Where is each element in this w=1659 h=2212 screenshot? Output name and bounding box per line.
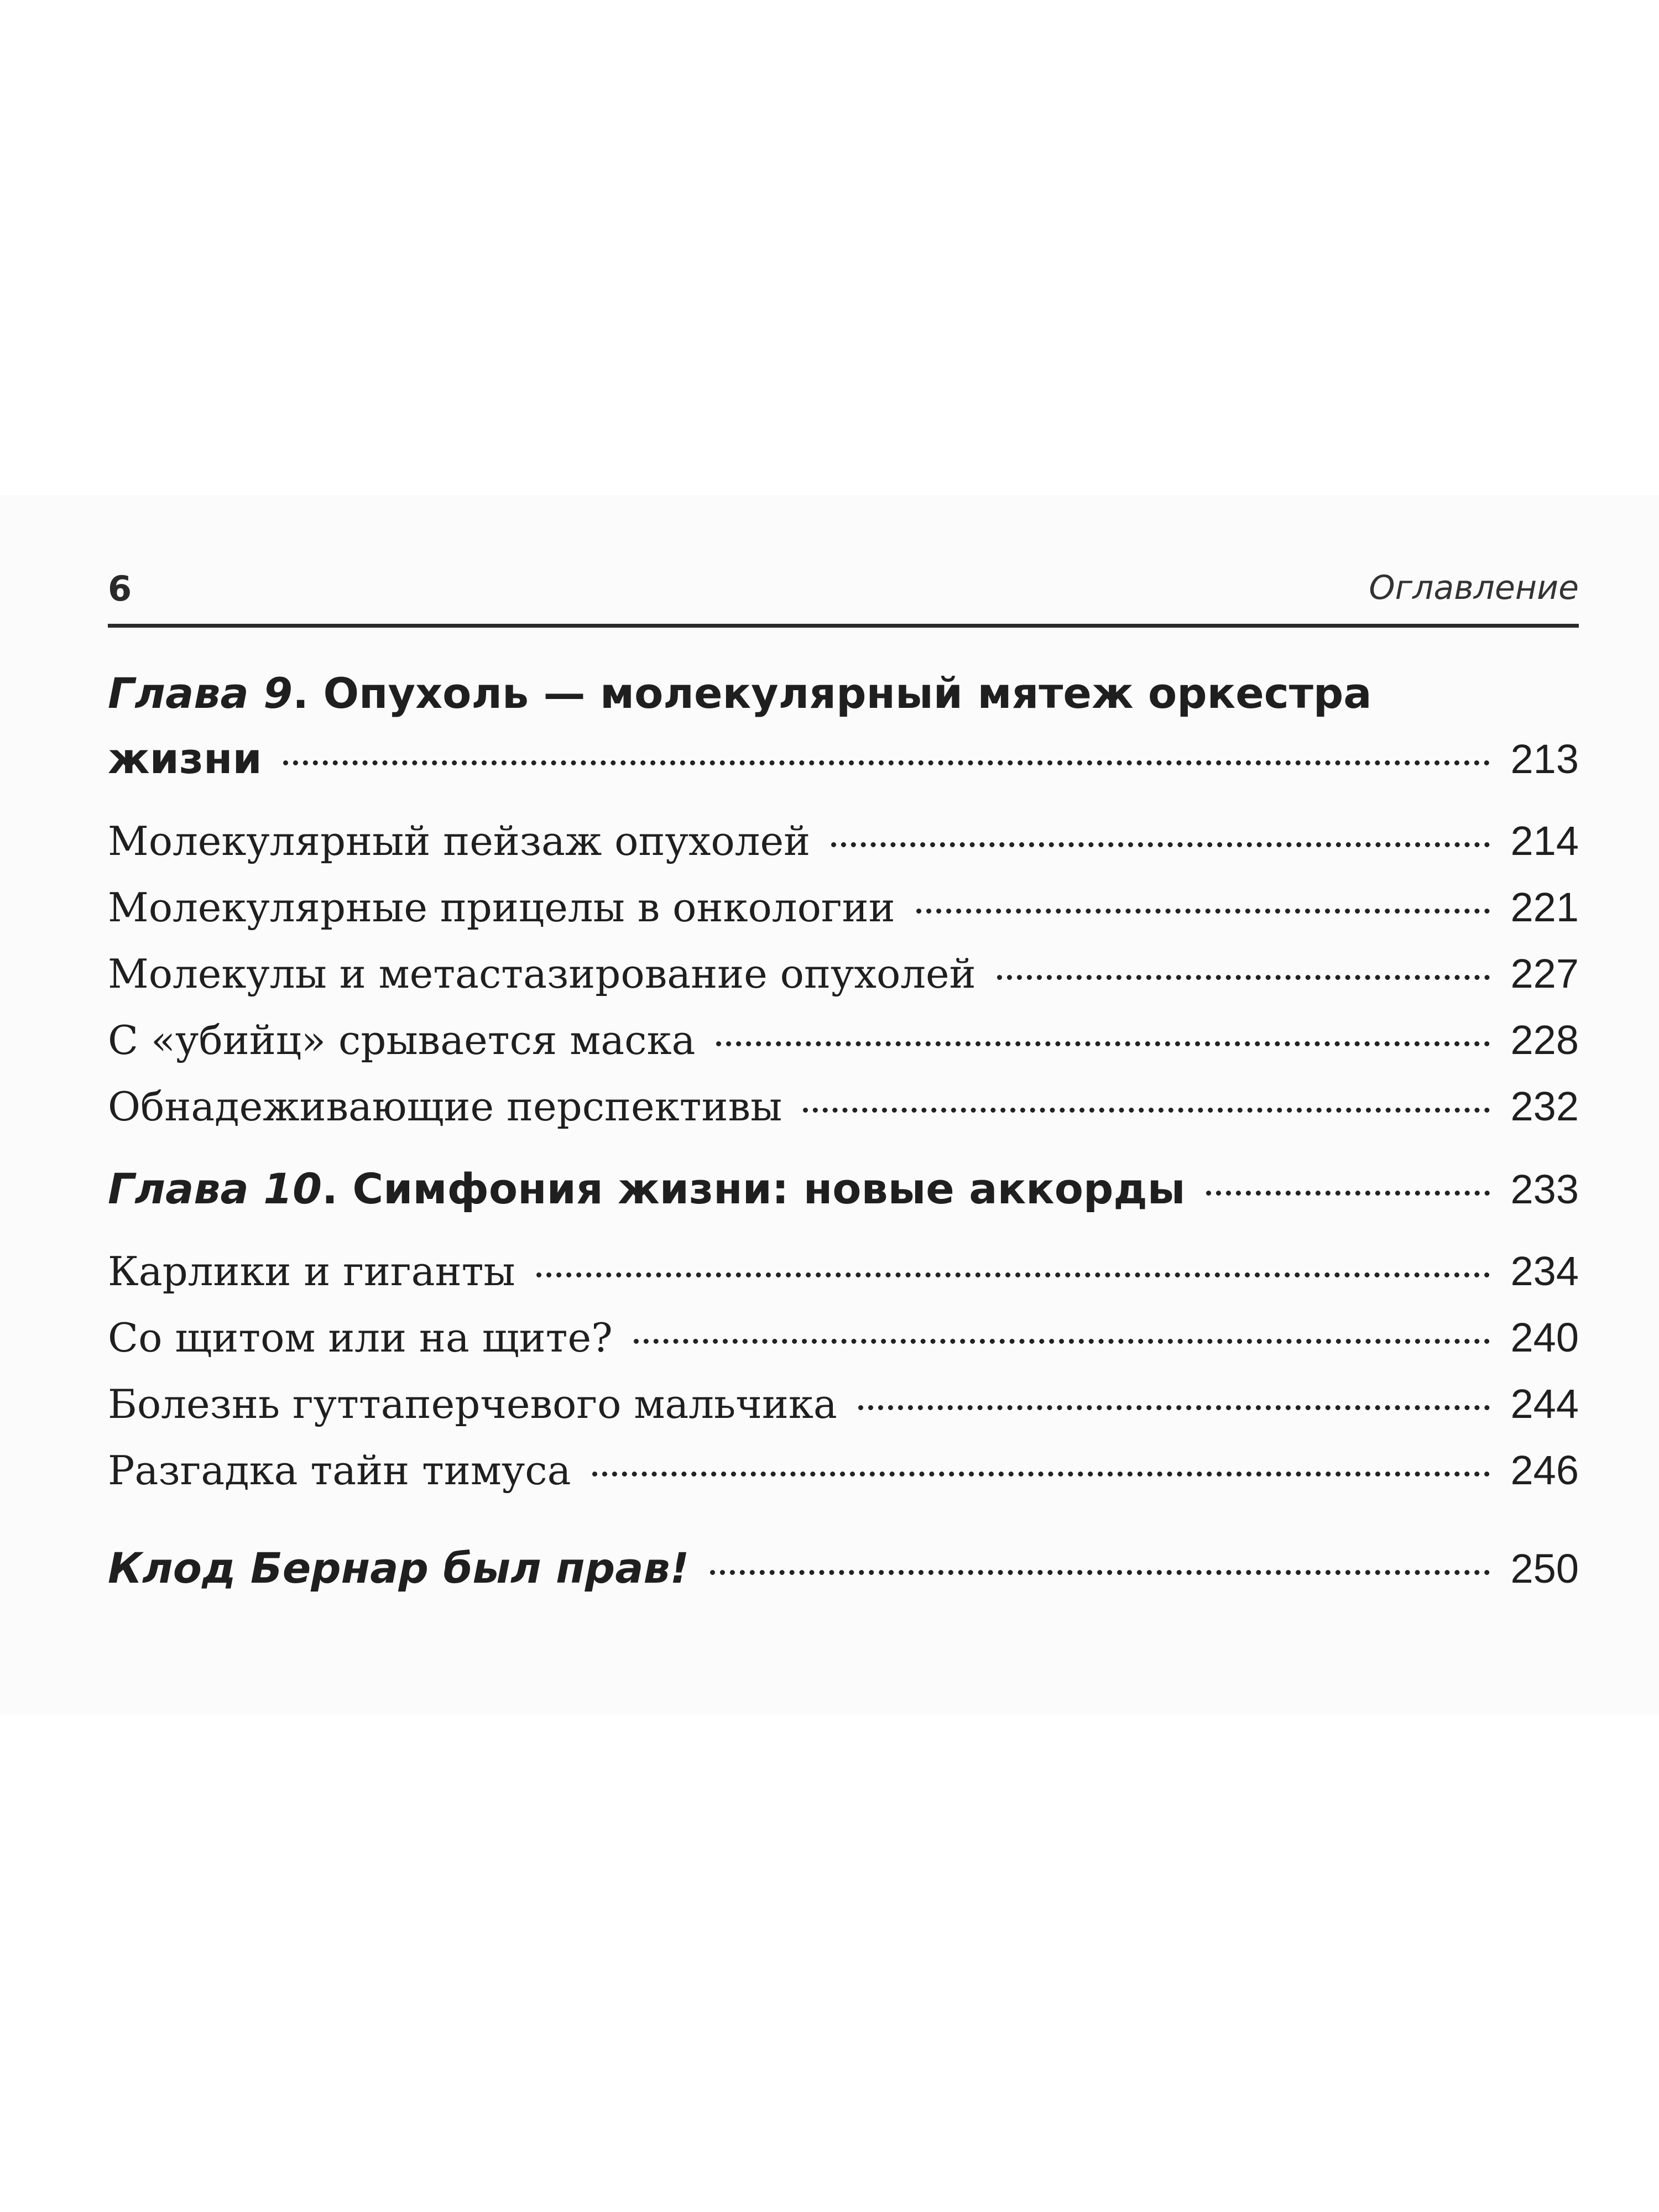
table-of-contents: [108, 661, 1579, 1601]
dot-leader: [831, 842, 1489, 847]
final-chapter-title: Клод Бернар был прав!: [108, 1543, 690, 1593]
toc-entry[interactable]: [108, 1238, 1579, 1305]
chapter-10-title-rest: . Симфония жизни: новые аккорды: [321, 1164, 1186, 1213]
toc-entry[interactable]: [108, 1007, 1579, 1073]
toc-entry[interactable]: [108, 1073, 1579, 1140]
chapter-10-page: 233: [1510, 1166, 1579, 1212]
toc-entry-page: 221: [1510, 884, 1579, 930]
toc-entry[interactable]: [108, 1305, 1579, 1371]
chapter-9-prefix: Глава 9: [108, 669, 293, 718]
chapter-9-page: 213: [1510, 736, 1579, 782]
toc-entry-title: Болезнь гуттаперчевого мальчика: [108, 1381, 837, 1427]
toc-entry-page: 227: [1510, 951, 1579, 997]
final-chapter-page: 250: [1510, 1546, 1579, 1592]
dot-leader: [1206, 1191, 1489, 1196]
dot-leader: [710, 1570, 1489, 1575]
dot-leader: [283, 760, 1490, 765]
dot-leader: [536, 1272, 1490, 1277]
toc-entry-title: С «убийц» срывается маска: [108, 1017, 696, 1063]
chapter-10-prefix: Глава 10: [108, 1164, 322, 1213]
toc-entry-title: Молекулярный пейзаж опухолей: [108, 818, 811, 864]
final-chapter-heading[interactable]: [108, 1536, 1579, 1601]
chapter-9-title-cont: жизни: [108, 734, 262, 783]
chapter-9-heading[interactable]: [108, 661, 1579, 726]
header-rule: [108, 624, 1579, 628]
toc-entry-page: 228: [1510, 1017, 1579, 1063]
dot-leader: [997, 975, 1490, 980]
dot-leader: [592, 1472, 1490, 1477]
toc-entry-title: Обнадеживающие перспективы: [108, 1083, 782, 1130]
chapter-10-title: [108, 1156, 1185, 1222]
toc-entry-title: Разгадка тайн тимуса: [108, 1447, 571, 1494]
toc-entry-page: 234: [1510, 1248, 1579, 1294]
dot-leader: [916, 909, 1490, 914]
chapter-9-title: [108, 661, 1372, 726]
chapter-9-title-rest: . Опухоль — молекулярный мятеж оркестра: [293, 669, 1372, 718]
toc-entry-page: 232: [1510, 1083, 1579, 1129]
dot-leader: [858, 1405, 1490, 1410]
toc-entry[interactable]: [108, 941, 1579, 1007]
toc-entry-page: 240: [1510, 1314, 1579, 1360]
toc-entry-title: Молекулы и метастазирование опухолей: [108, 951, 976, 997]
toc-entry-page: 246: [1510, 1447, 1579, 1493]
toc-entry[interactable]: [108, 1371, 1579, 1437]
chapter-10-heading[interactable]: [108, 1156, 1579, 1222]
toc-entry[interactable]: [108, 808, 1579, 874]
toc-entry-title: Молекулярные прицелы в онкологии: [108, 884, 895, 931]
toc-entry-title: Карлики и гиганты: [108, 1248, 515, 1295]
page-header: [108, 564, 1579, 630]
toc-entry-page: 214: [1510, 818, 1579, 864]
toc-entry[interactable]: [108, 874, 1579, 941]
dot-leader: [716, 1041, 1489, 1046]
running-title: Оглавление: [1369, 568, 1579, 607]
toc-entry[interactable]: [108, 1437, 1579, 1504]
chapter-9-heading-cont[interactable]: [108, 726, 1579, 791]
page-number: 6: [108, 568, 132, 609]
dot-leader: [634, 1339, 1490, 1344]
toc-entry-title: Со щитом или на щите?: [108, 1314, 613, 1361]
toc-entry-page: 244: [1510, 1381, 1579, 1427]
dot-leader: [803, 1108, 1489, 1113]
